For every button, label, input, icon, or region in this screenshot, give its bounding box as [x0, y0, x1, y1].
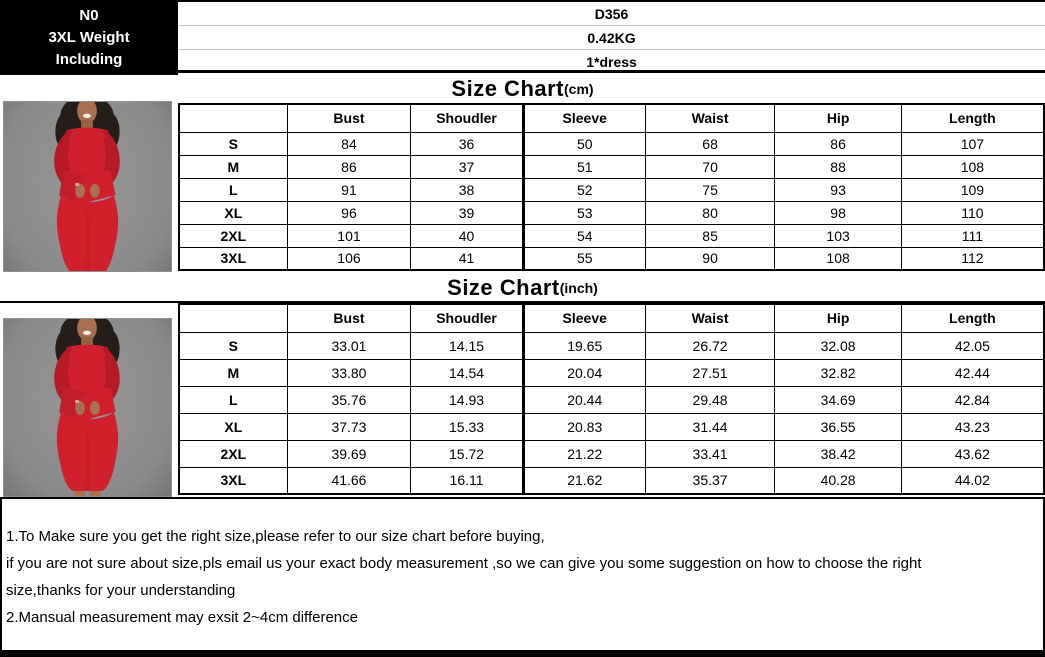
table-row	[179, 467, 1044, 494]
size-label: XL	[179, 413, 287, 440]
col-header-hip: Hip	[775, 104, 901, 132]
cell-shoulder: 41	[411, 247, 523, 270]
cell-length: 109	[901, 178, 1044, 201]
note-line-2: if you are not sure about size,pls email us your exact body measurement ,so we can give you some suggestion on how to choose the right	[6, 555, 922, 572]
cell-sleeve: 21.62	[523, 467, 645, 494]
sizing-notes	[0, 497, 1045, 650]
cell-waist: 80	[645, 201, 775, 224]
cell-hip: 32.82	[775, 359, 901, 386]
label-no: N0	[79, 6, 99, 24]
product-photo-1	[3, 101, 172, 272]
cell-shoulder: 37	[411, 155, 523, 178]
size-label: XL	[179, 201, 287, 224]
cell-waist: 31.44	[645, 413, 775, 440]
cell-bust: 86	[287, 155, 411, 178]
cell-length: 112	[901, 247, 1044, 270]
col-header-sleeve: Sleeve	[523, 304, 645, 332]
cell-bust: 33.01	[287, 332, 411, 359]
cell-length: 108	[901, 155, 1044, 178]
cell-hip: 93	[775, 178, 901, 201]
cell-shoulder: 14.54	[411, 359, 523, 386]
cell-hip: 98	[775, 201, 901, 224]
col-header-hip: Hip	[775, 304, 901, 332]
value-model-number: D356	[178, 2, 1045, 26]
cell-waist: 29.48	[645, 386, 775, 413]
col-header-length: Length	[901, 104, 1044, 132]
cell-length: 42.84	[901, 386, 1044, 413]
cell-waist: 35.37	[645, 467, 775, 494]
cell-waist: 33.41	[645, 440, 775, 467]
table-row	[179, 155, 1044, 178]
cell-sleeve: 20.04	[523, 359, 645, 386]
cell-bust: 33.80	[287, 359, 411, 386]
col-header-bust: Bust	[287, 104, 411, 132]
table-header-row	[179, 304, 1044, 332]
cell-shoulder: 16.11	[411, 467, 523, 494]
size-label: M	[179, 359, 287, 386]
col-header-bust: Bust	[287, 304, 411, 332]
col-header-shoulder: Shoudler	[411, 304, 523, 332]
title-unit: (inch)	[559, 279, 598, 296]
cell-length: 43.23	[901, 413, 1044, 440]
cell-bust: 106	[287, 247, 411, 270]
cell-sleeve: 50	[523, 132, 645, 155]
cell-waist: 26.72	[645, 332, 775, 359]
cell-length: 44.02	[901, 467, 1044, 494]
cell-waist: 90	[645, 247, 775, 270]
cell-bust: 37.73	[287, 413, 411, 440]
table-row	[179, 201, 1044, 224]
col-header-sleeve: Sleeve	[523, 104, 645, 132]
product-info-labels	[0, 2, 178, 75]
cell-shoulder: 15.33	[411, 413, 523, 440]
table-row	[179, 332, 1044, 359]
value-including: 1*dress	[586, 54, 637, 70]
product-info-values	[178, 2, 1045, 75]
cell-sleeve: 51	[523, 155, 645, 178]
cell-sleeve: 53	[523, 201, 645, 224]
cell-length: 110	[901, 201, 1044, 224]
cell-shoulder: 39	[411, 201, 523, 224]
table-row	[179, 386, 1044, 413]
table-row	[179, 178, 1044, 201]
cell-bust: 96	[287, 201, 411, 224]
size-chart-cm-table	[178, 103, 1045, 271]
size-label: L	[179, 178, 287, 201]
size-label: 3XL	[179, 247, 287, 270]
table-row	[179, 359, 1044, 386]
col-header-length: Length	[901, 304, 1044, 332]
value-weight: 0.42KG	[178, 26, 1045, 50]
cell-length: 42.05	[901, 332, 1044, 359]
size-label: S	[179, 332, 287, 359]
size-chart-inch-table	[178, 303, 1045, 495]
cell-shoulder: 36	[411, 132, 523, 155]
cell-hip: 34.69	[775, 386, 901, 413]
cell-hip: 88	[775, 155, 901, 178]
cell-sleeve: 21.22	[523, 440, 645, 467]
cell-hip: 103	[775, 224, 901, 247]
cell-bust: 101	[287, 224, 411, 247]
cell-waist: 85	[645, 224, 775, 247]
cell-shoulder: 14.15	[411, 332, 523, 359]
cell-bust: 41.66	[287, 467, 411, 494]
label-including: Including	[55, 50, 123, 68]
table-row	[179, 224, 1044, 247]
col-header-size	[179, 304, 287, 332]
title-unit: (cm)	[564, 80, 594, 97]
size-label: L	[179, 386, 287, 413]
cell-length: 111	[901, 224, 1044, 247]
table-row	[179, 413, 1044, 440]
size-label: M	[179, 155, 287, 178]
cell-hip: 108	[775, 247, 901, 270]
cell-waist: 70	[645, 155, 775, 178]
title-text: Size Chart	[451, 75, 565, 101]
cell-length: 107	[901, 132, 1044, 155]
cell-shoulder: 14.93	[411, 386, 523, 413]
product-info-header	[0, 0, 1045, 73]
cell-hip: 86	[775, 132, 901, 155]
cell-bust: 91	[287, 178, 411, 201]
label-weight: 3XL Weight	[48, 28, 130, 46]
red-dress-model-image	[4, 102, 171, 271]
cell-sleeve: 20.83	[523, 413, 645, 440]
cell-waist: 27.51	[645, 359, 775, 386]
table-row	[179, 440, 1044, 467]
note-line-3: size,thanks for your understanding	[6, 582, 236, 599]
cell-sleeve: 54	[523, 224, 645, 247]
cell-shoulder: 15.72	[411, 440, 523, 467]
cell-sleeve: 55	[523, 247, 645, 270]
cell-sleeve: 19.65	[523, 332, 645, 359]
cell-length: 42.44	[901, 359, 1044, 386]
cell-shoulder: 38	[411, 178, 523, 201]
note-line-1: 1.To Make sure you get the right size,please refer to our size chart before buying,	[6, 528, 545, 545]
red-dress-model-image	[4, 319, 171, 496]
cell-bust: 39.69	[287, 440, 411, 467]
cell-hip: 38.42	[775, 440, 901, 467]
table-row	[179, 247, 1044, 270]
cell-sleeve: 20.44	[523, 386, 645, 413]
note-line-4: 2.Mansual measurement may exsit 2~4cm difference	[6, 609, 358, 626]
col-header-waist: Waist	[645, 104, 775, 132]
cell-waist: 75	[645, 178, 775, 201]
size-label: S	[179, 132, 287, 155]
col-header-shoulder: Shoudler	[411, 104, 523, 132]
size-chart-cm-title	[0, 74, 1045, 103]
cell-hip: 32.08	[775, 332, 901, 359]
cell-bust: 84	[287, 132, 411, 155]
cell-hip: 40.28	[775, 467, 901, 494]
col-header-size	[179, 104, 287, 132]
cell-bust: 35.76	[287, 386, 411, 413]
cell-length: 43.62	[901, 440, 1044, 467]
cell-waist: 68	[645, 132, 775, 155]
product-photo-2	[3, 318, 172, 497]
col-header-waist: Waist	[645, 304, 775, 332]
cell-sleeve: 52	[523, 178, 645, 201]
table-header-row	[179, 104, 1044, 132]
table-row	[179, 132, 1044, 155]
size-chart-inch-title	[0, 274, 1045, 303]
title-text: Size Chart	[447, 274, 560, 300]
size-label: 2XL	[179, 224, 287, 247]
cell-hip: 36.55	[775, 413, 901, 440]
size-label: 2XL	[179, 440, 287, 467]
size-label: 3XL	[179, 467, 287, 494]
cell-shoulder: 40	[411, 224, 523, 247]
